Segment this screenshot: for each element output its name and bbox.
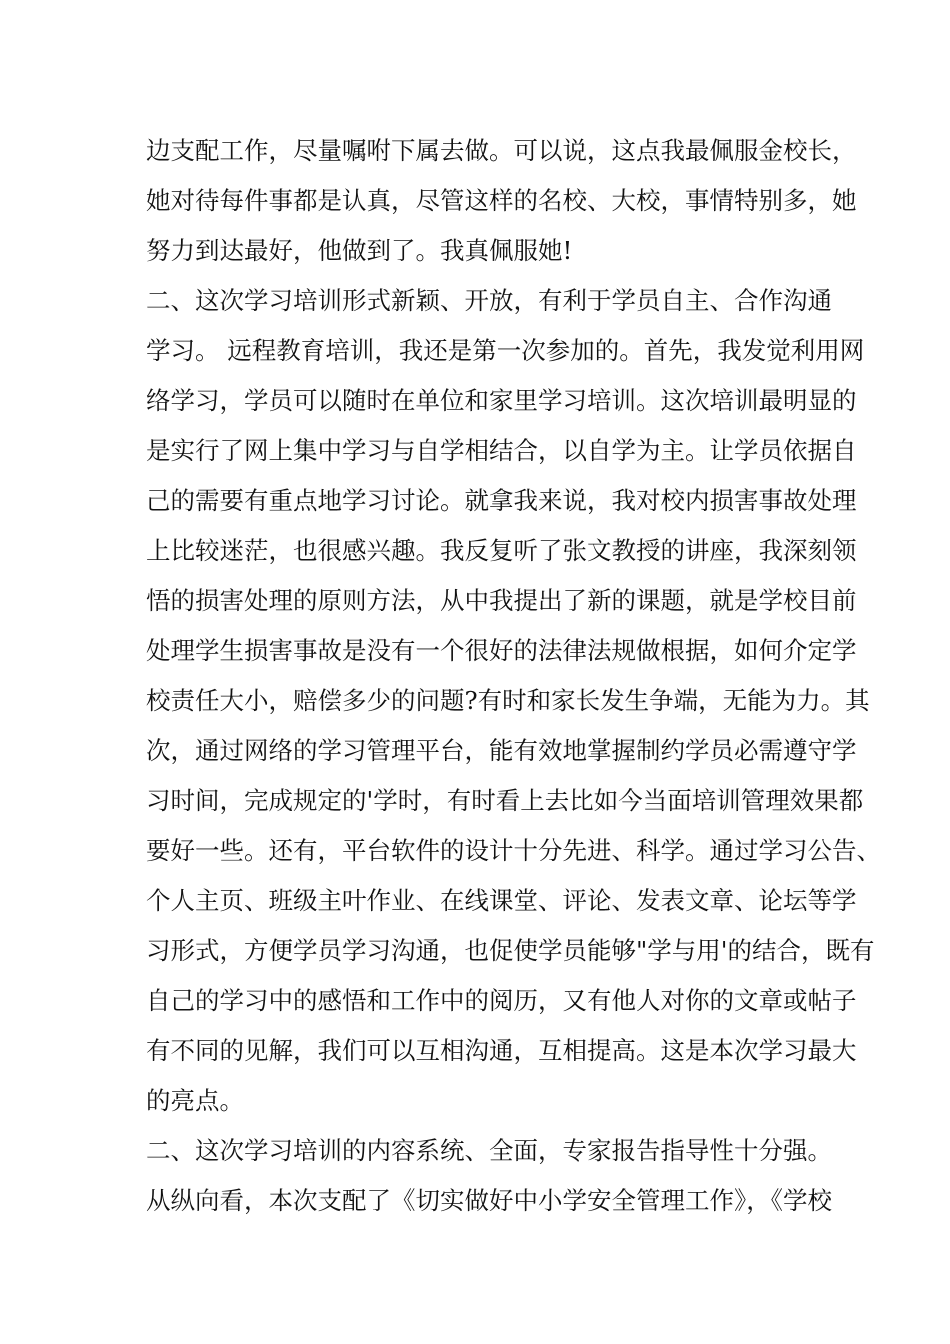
text-line: 上比较迷茫，也很感兴趣。我反复听了张文教授的讲座，我深刻领 xyxy=(146,536,857,565)
paragraph-start-line: 二、这次学习培训形式新颖、开放，有利于学员自主、合作沟通 xyxy=(146,286,832,315)
text-line: 悟的损害处理的原则方法，从中我提出了新的课题，就是学校目前 xyxy=(146,586,857,615)
text-line: 学习。 远程教育培训，我还是第一次参加的。首先，我发觉利用网 xyxy=(146,336,865,365)
text-line: 己的需要有重点地学习讨论。就拿我来说，我对校内损害事故处理 xyxy=(146,486,857,515)
text-line: 她对待每件事都是认真，尽管这样的名校、大校，事情特别多，她 xyxy=(146,186,857,215)
paragraph-start-line: 二、这次学习培训的内容系统、全面，专家报告指导性十分强。 xyxy=(146,1136,832,1165)
text-line: 络学习，学员可以随时在单位和家里学习培训。这次培训最明显的 xyxy=(146,386,857,415)
text-line: 从纵向看，本次支配了《切实做好中小学安全管理工作》，《学校 xyxy=(146,1186,832,1215)
text-line: 个人主页、班级主叶作业、在线课堂、评论、发表文章、论坛等学 xyxy=(146,886,857,915)
text-line: 要好一些。还有，平台软件的设计十分先进、科学。通过学习公告、 xyxy=(146,836,881,865)
text-line: 是实行了网上集中学习与自学相结合，以自学为主。让学员依据自 xyxy=(146,436,857,465)
text-line: 有不同的见解，我们可以互相沟通，互相提高。这是本次学习最大 xyxy=(146,1036,857,1065)
text-line: 习时间，完成规定的'学时，有时看上去比如今当面培训管理效果都 xyxy=(146,786,864,815)
text-line: 边支配工作，尽量嘱咐下属去做。可以说，这点我最佩服金校长， xyxy=(146,136,857,165)
text-line: 次，通过网络的学习管理平台，能有效地掌握制约学员必需遵守学 xyxy=(146,736,857,765)
text-line: 自己的学习中的感悟和工作中的阅历，又有他人对你的文章或帖子 xyxy=(146,986,857,1015)
text-line: 处理学生损害事故是没有一个很好的法律法规做根据，如何介定学 xyxy=(146,636,857,665)
text-line: 习形式，方便学员学习沟通，也促使学员能够"学与用'的结合，既有 xyxy=(146,936,875,965)
text-line: 的亮点。 xyxy=(146,1086,244,1115)
text-line: 校责任大小，赔偿多少的问题?有时和家长发生争端，无能为力。其 xyxy=(146,686,870,715)
text-line: 努力到达最好，他做到了。我真佩服她! xyxy=(146,236,573,265)
